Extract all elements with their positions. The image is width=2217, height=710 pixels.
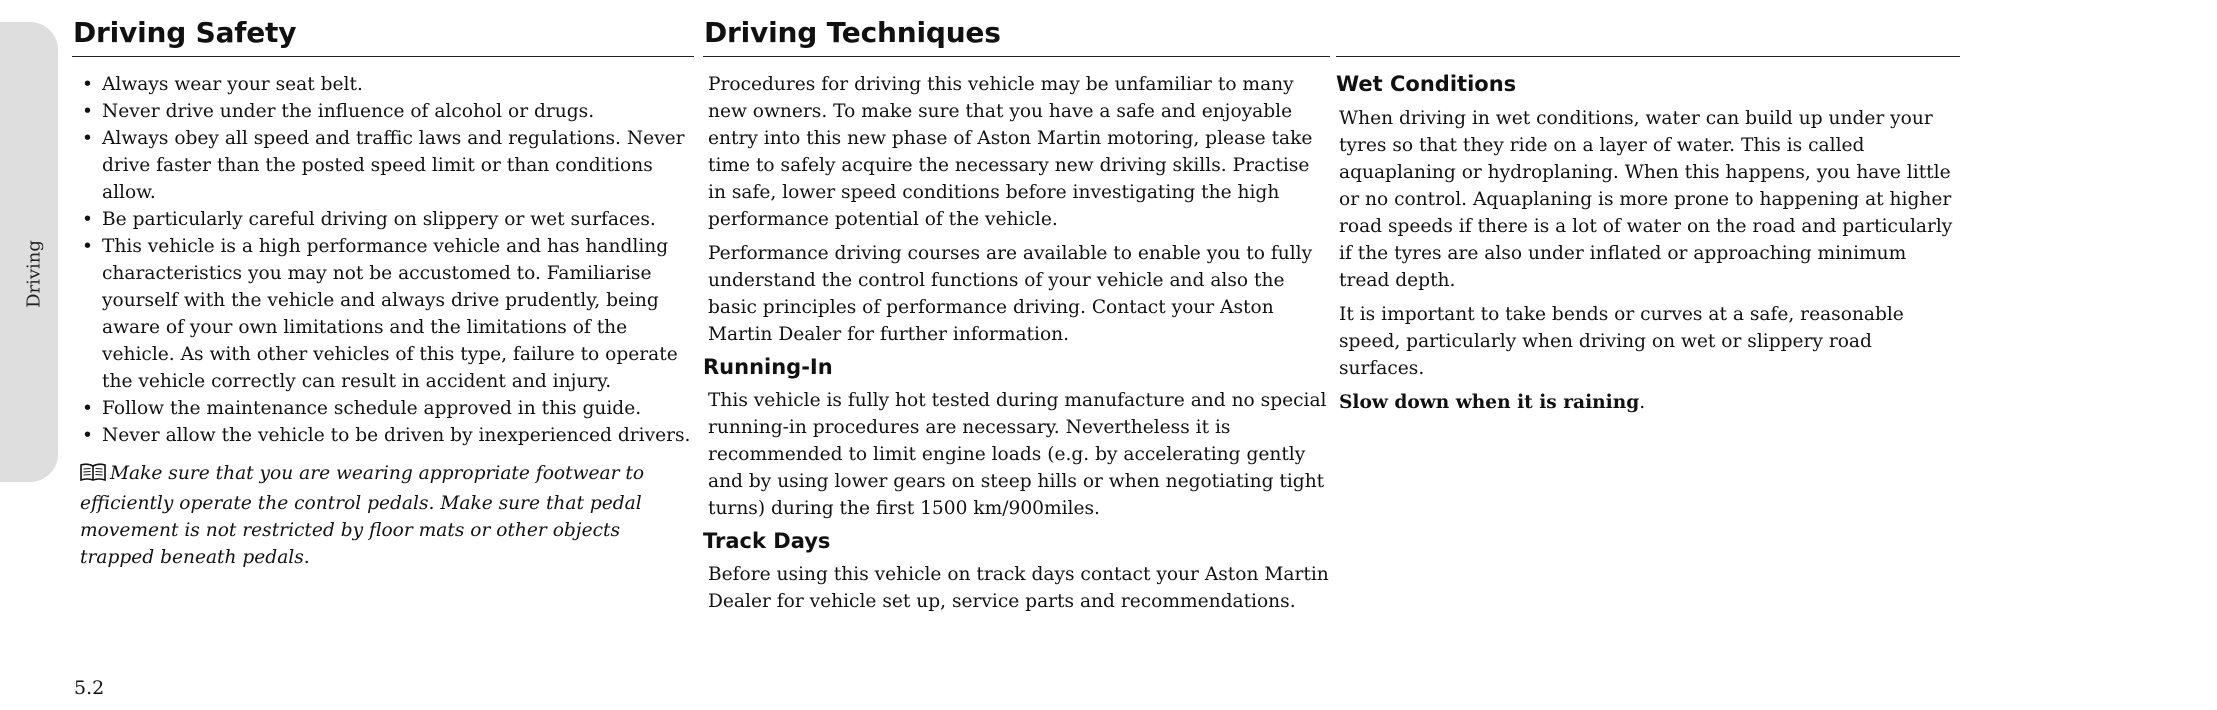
techniques-intro-paragraph: Procedures for driving this vehicle may be unfamiliar to many new owners. To make sure that you have a safe and enjoyable entry into this new phase of Aston Martin motoring, please take time to safely acquire the necessary new driving skills. Practise in safe, lower speed conditions before investigating the high performance potential of the vehicle. (708, 74, 1313, 230)
page-number: 5.2 (74, 677, 105, 699)
track-days-heading: Track Days (703, 529, 831, 553)
bends-paragraph: It is important to take bends or curves at a safe, reasonable speed, particularly when driving on wet or slippery road surfaces. (1339, 304, 1904, 379)
list-item: • Follow the maintenance schedule approved in this guide. (72, 395, 694, 422)
rain-warning-end: . (1639, 392, 1646, 413)
list-item: • This vehicle is a high performance vehicle and has handling characteristics you may not be accustomed to. Familiarise yourself with the vehicle and always drive prudently, being aware of your own limitations and the limitations of the vehicle. As with other vehicles of this type, failure to operate the vehicle correctly can result in accident and injury. (72, 233, 694, 395)
column-header-rule (1336, 10, 1960, 57)
wet-conditions-column (1336, 10, 1960, 416)
driving-techniques-column (703, 10, 1330, 615)
running-in-paragraph: This vehicle is fully hot tested during manufacture and no special running-in procedures are necessary. Nevertheless it is recommended to limit engine loads (e.g. by accelerating gently and by using lower gears on steep hills or when negotiating tight turns) during the first 1500 km/900miles. (708, 390, 1327, 519)
wet-conditions-heading: Wet Conditions (1336, 72, 1517, 96)
safety-bullet-list (72, 71, 694, 449)
list-item: • Never allow the vehicle to be driven by inexperienced drivers. (72, 422, 694, 449)
driving-techniques-heading: Driving Techniques (703, 10, 1330, 57)
chapter-tab-label: Driving (23, 240, 45, 308)
list-item: • Be particularly careful driving on slippery or wet surfaces. (72, 206, 694, 233)
rain-warning (1336, 389, 1960, 416)
list-item: • Always wear your seat belt. (72, 71, 694, 98)
footwear-note (72, 460, 694, 571)
note-text: Make sure that you are wearing appropriate footwear to efficiently operate the control pedals. Make sure that pedal movement is not restricted by floor mats or other objects trapped beneath pedals. (80, 463, 645, 568)
rain-warning-bold: Slow down when it is raining (1339, 392, 1640, 413)
track-days-paragraph: Before using this vehicle on track days contact your Aston Martin Dealer for vehicle set up, service parts and recommendations. (708, 564, 1329, 612)
open-book-icon (80, 462, 106, 490)
list-item: • Never drive under the influence of alcohol or drugs. (72, 98, 694, 125)
chapter-side-tab (0, 22, 58, 482)
aquaplaning-paragraph: When driving in wet conditions, water can build up under your tyres so that they ride on a layer of water. This is called aquaplaning or hydroplaning. When this happens, you have little or no control. Aquaplaning is more prone to happening at higher road speeds if there is a lot of water on the road and particularly if the tyres are also under inflated or approaching minimum tread depth. (1339, 108, 1953, 291)
running-in-heading: Running-In (703, 355, 833, 379)
performance-courses-paragraph: Performance driving courses are available to enable you to fully understand the control functions of your vehicle and also the basic principles of performance driving. Contact your Aston Martin Dealer for further information. (708, 243, 1313, 345)
list-item: • Always obey all speed and traffic laws and regulations. Never drive faster than the posted speed limit or than conditions allow. (72, 125, 694, 206)
driving-safety-column (72, 10, 694, 571)
driving-safety-heading: Driving Safety (72, 10, 694, 57)
